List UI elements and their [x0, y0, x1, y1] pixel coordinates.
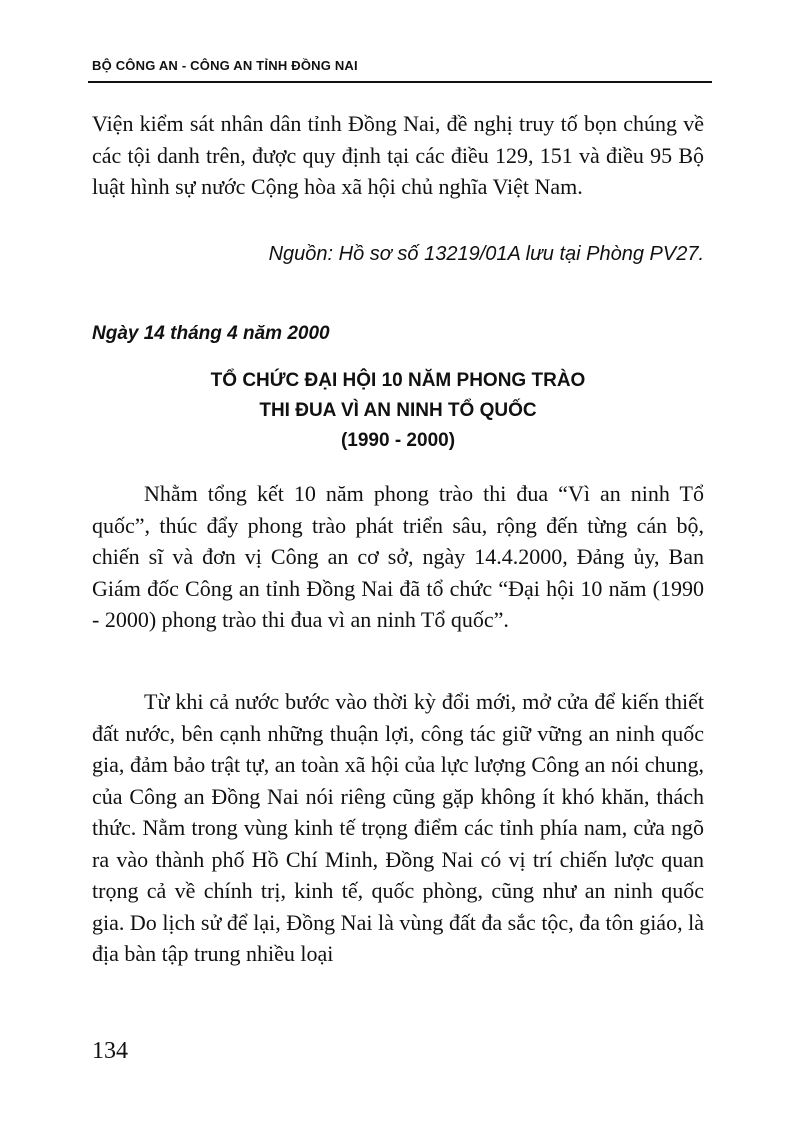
section-title-years: (1990 - 2000) [340, 430, 456, 451]
section-title-line-2: THI ĐUA VÌ AN NINH TỔ QUỐC [259, 400, 537, 421]
header-rule [88, 81, 712, 83]
date-heading: Ngày 14 tháng 4 năm 2000 [92, 323, 330, 344]
paragraph-intro: Nhằm tổng kết 10 năm phong trào thi đua “Vì an ninh Tổ quốc”, thúc đẩy phong trào phát triển sâu, rộng đến từng cán bộ, chiến sĩ và đơn vị Công an cơ sở, ngày 14.4.2000, Đảng ủy, Ban Giám đốc Công an tỉnh Đồng Nai đã tổ chức “Đại hội 10 năm (1990 - 2000) phong trào thi đua vì an ninh Tổ quốc”. [92, 481, 704, 632]
section-title-line-1: TỔ CHỨC ĐẠI HỘI 10 NĂM PHONG TRÀO [210, 370, 586, 391]
paragraph-context: Từ khi cả nước bước vào thời kỳ đổi mới, mở cửa để kiến thiết đất nước, bên cạnh những thuận lợi, công tác giữ vững an ninh quốc gia, đảm bảo trật tự, an toàn xã hội của lực lượng Công an nói chung, của Công an Đồng Nai nói riêng cũng gặp không ít khó khăn, thách thức. Nằm trong vùng kinh tế trọng điểm các tỉnh phía nam, cửa ngõ ra vào thành phố Hồ Chí Minh, Đồng Nai có vị trí chiến lược quan trọng cả về chính trị, kinh tế, quốc phòng, cũng như an ninh quốc gia. Do lịch sử để lại, Đồng Nai là vùng đất đa sắc tộc, đa tôn giáo, là địa bàn tập trung nhiều loại [92, 689, 704, 966]
running-header: BỘ CÔNG AN - CÔNG AN TỈNH ĐỒNG NAI [92, 58, 358, 73]
paragraph-continuation: Viện kiểm sát nhân dân tỉnh Đồng Nai, đề nghị truy tố bọn chúng về các tội danh trên, được quy định tại các điều 129, 151 và điều 95 Bộ luật hình sự nước Cộng hòa xã hội chủ nghĩa Việt Nam. [92, 111, 704, 199]
source-note: Nguồn: Hồ sơ số 13219/01A lưu tại Phòng PV27. [268, 243, 704, 265]
page-number: 134 [92, 1038, 128, 1064]
